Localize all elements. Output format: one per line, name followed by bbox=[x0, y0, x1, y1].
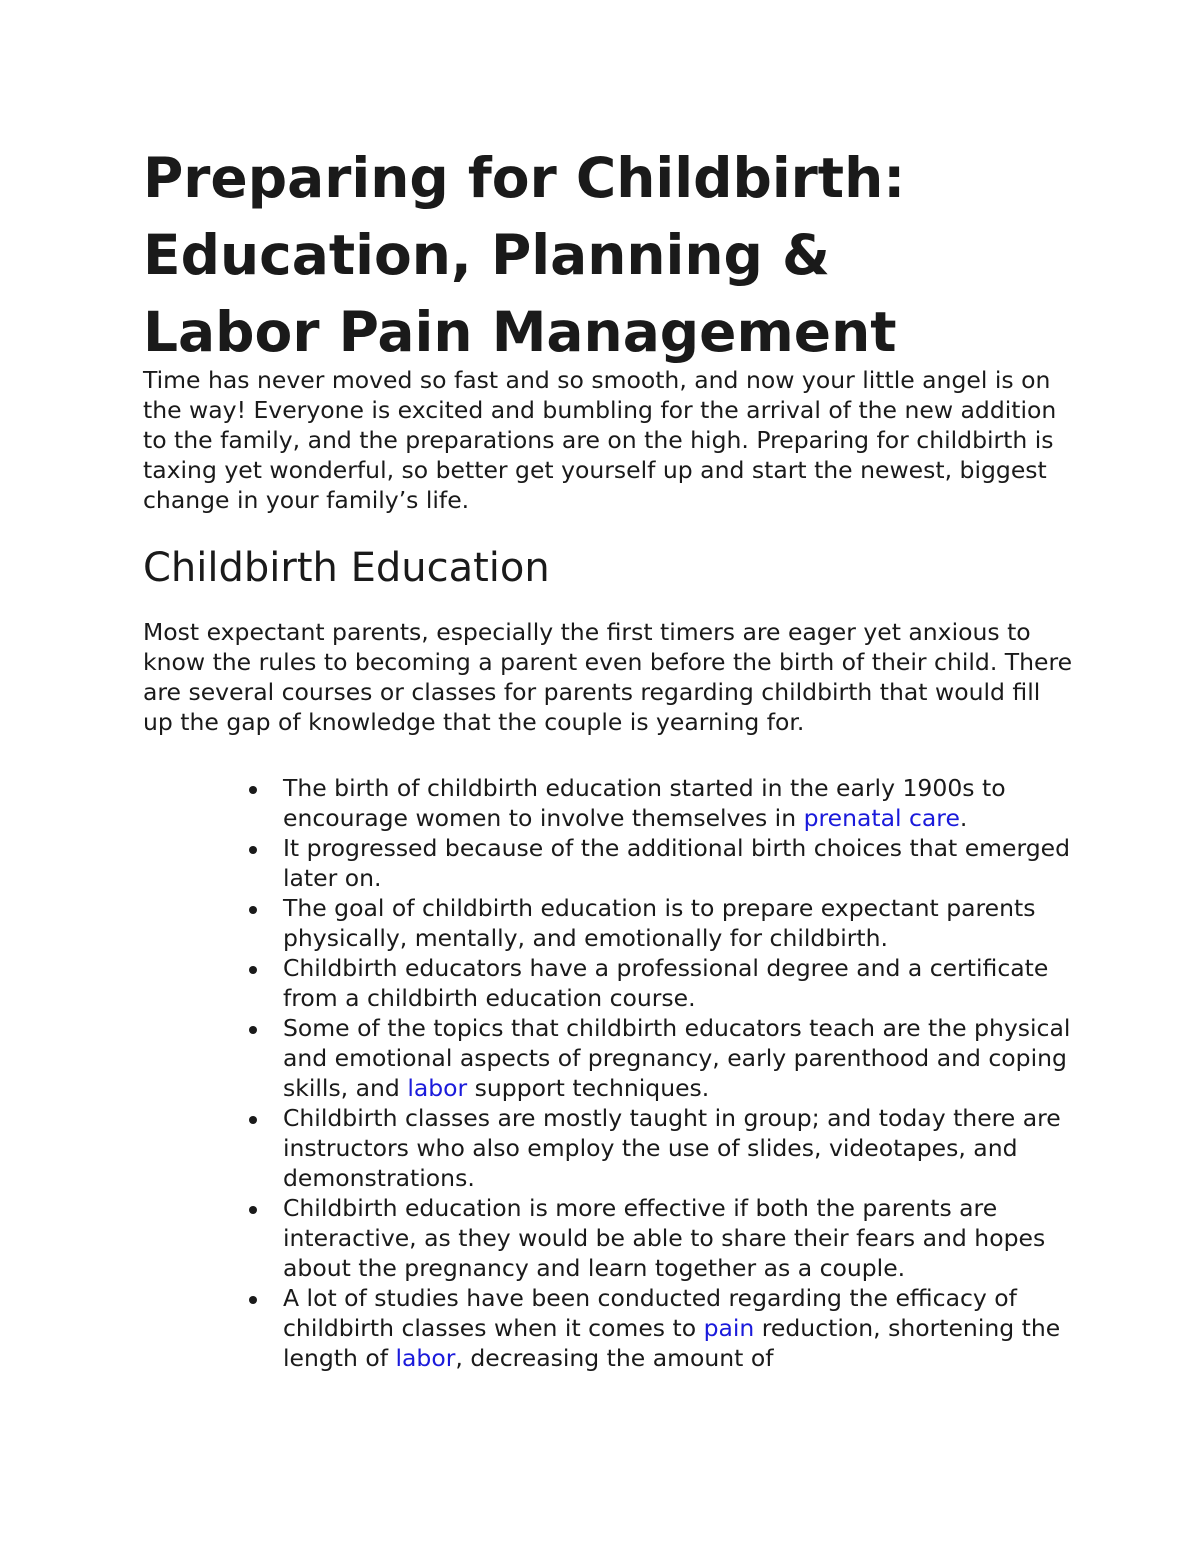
labor-link[interactable]: labor bbox=[395, 1344, 456, 1372]
list-item bbox=[283, 1013, 1073, 1103]
list-item bbox=[283, 1193, 1073, 1283]
list-item-text: Some of the topics that childbirth educators teach are the physical and emotional aspects of pregnancy, early parenthood and coping skills, and bbox=[283, 1014, 1071, 1102]
section-paragraph: Most expectant parents, especially the first timers are eager yet anxious to know the rules to becoming a parent even before the birth of their child. There are several courses or classes for parents regarding childbirth that would fill up the gap of knowledge that the couple is yearning for. bbox=[143, 618, 1073, 736]
list-item-text: Childbirth education is more effective if both the parents are interactive, as they would be able to share their fears and hopes about the pregnancy and learn together as a couple. bbox=[283, 1194, 1046, 1282]
list-item bbox=[283, 893, 1073, 953]
bullet-icon bbox=[249, 1116, 257, 1124]
bullet-list bbox=[143, 773, 1073, 1373]
page-title bbox=[143, 140, 1073, 371]
list-item-text: Childbirth educators have a professional degree and a certificate from a childbirth education course. bbox=[283, 954, 1049, 1012]
list-item bbox=[283, 1283, 1073, 1373]
list-item-text-mid: reduction, shortening the length of bbox=[283, 1314, 1061, 1372]
bullet-icon bbox=[249, 966, 257, 974]
list-item-text: It progressed because of the additional birth choices that emerged later on. bbox=[283, 834, 1071, 892]
bullet-icon bbox=[249, 786, 257, 794]
list-item bbox=[283, 773, 1073, 833]
list-item-text-tail: support techniques. bbox=[467, 1074, 710, 1102]
labor-link[interactable]: labor bbox=[407, 1074, 468, 1102]
pain-link[interactable]: pain bbox=[703, 1314, 755, 1342]
list-item-text: A lot of studies have been conducted regarding the efficacy of childbirth classes when it comes to bbox=[283, 1284, 1017, 1342]
list-item-text-tail: . bbox=[959, 804, 968, 832]
section-heading: Childbirth Education bbox=[143, 545, 550, 591]
title-line-1: Preparing for Childbirth: bbox=[143, 146, 906, 210]
title-line-3: Labor Pain Management bbox=[143, 300, 897, 364]
bullet-icon bbox=[249, 1296, 257, 1304]
list-item bbox=[283, 1103, 1073, 1193]
title-line-2: Education, Planning & bbox=[143, 223, 831, 287]
bullet-icon bbox=[249, 1206, 257, 1214]
list-item-text: The goal of childbirth education is to prepare expectant parents physically, mentally, and emotionally for childbirth. bbox=[283, 894, 1036, 952]
document-page bbox=[143, 140, 1073, 1373]
bullet-icon bbox=[249, 1026, 257, 1034]
prenatal-care-link[interactable]: prenatal care bbox=[803, 804, 960, 832]
list-item-text: The birth of childbirth education started in the early 1900s to encourage women to involve themselves in bbox=[283, 774, 1006, 832]
bullet-icon bbox=[249, 846, 257, 854]
bullet-icon bbox=[249, 906, 257, 914]
list-item-text: Childbirth classes are mostly taught in group; and today there are instructors who also employ the use of slides, videotapes, and demonstrations. bbox=[283, 1104, 1061, 1192]
list-item bbox=[283, 953, 1073, 1013]
intro-paragraph: Time has never moved so fast and so smooth, and now your little angel is on the way! Everyone is excited and bumbling for the arrival of the new addition to the family, and the preparations are on the high. Preparing for childbirth is taxing yet wonderful, so better get yourself up and start the newest, biggest change in your family’s life. bbox=[143, 366, 1057, 514]
list-item-text-tail: , decreasing the amount of bbox=[455, 1344, 774, 1372]
list-item bbox=[283, 833, 1073, 893]
